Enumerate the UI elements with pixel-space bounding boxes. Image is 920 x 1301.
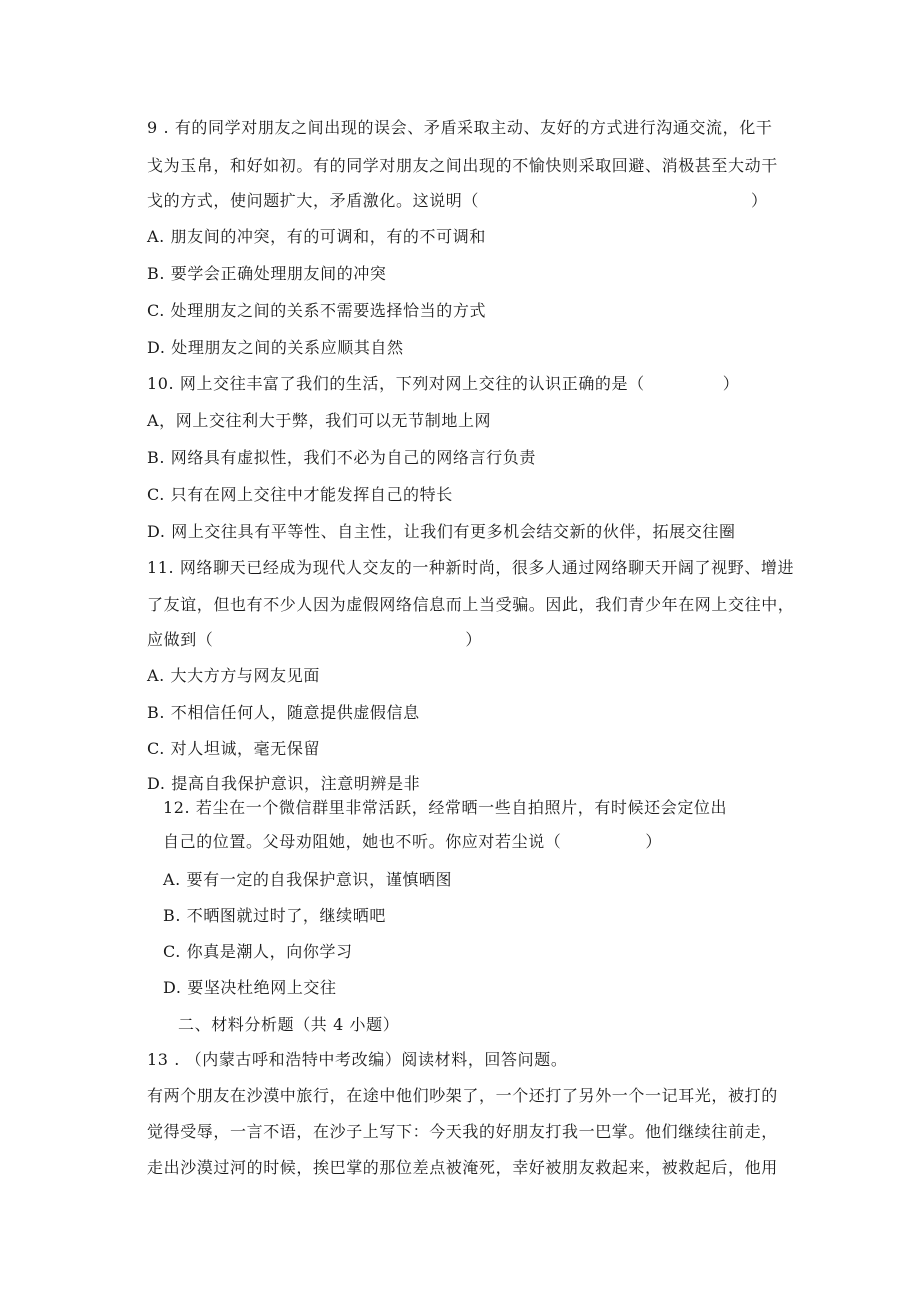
q12-option-d: D. 要坚决杜绝网上交往 bbox=[163, 978, 337, 997]
q9-stem-line-3 bbox=[147, 191, 768, 211]
q12-option-a: A. 要有一定的自我保护意识，谨慎晒图 bbox=[163, 870, 453, 889]
q12-option-b: B. 不晒图就过时了，继续晒吧 bbox=[163, 906, 386, 925]
q9-stem-line-1: 9 . 有的同学对朋友之间出现的误会、矛盾采取主动、友好的方式进行沟通交流，化干 bbox=[147, 118, 773, 137]
q11-stem-line-3 bbox=[147, 630, 482, 650]
q12-stem-line-2 bbox=[163, 832, 662, 852]
q11-option-b: B. 不相信任何人，随意提供虚假信息 bbox=[147, 703, 420, 722]
q13-material-line-1: 有两个朋友在沙漠中旅行，在途中他们吵架了，一个还打了另外一个一记耳光，被打的 bbox=[147, 1086, 778, 1105]
q12-stem-text: 自己的位置。父母劝阻她，她也不听。你应对若尘说（ bbox=[163, 832, 562, 851]
q12-close-paren: ） bbox=[645, 832, 663, 851]
q9-option-d: D. 处理朋友之间的关系应顺其自然 bbox=[147, 338, 404, 357]
q13-material-line-3: 走出沙漠过河的时候，挨巴掌的那位差点被淹死，幸好被朋友救起来，被救起后，他用 bbox=[147, 1158, 778, 1177]
q10-option-d: D. 网上交往具有平等性、自主性，让我们有更多机会结交新的伙伴，拓展交往圈 bbox=[147, 522, 736, 541]
q12-option-c: C. 你真是潮人，向你学习 bbox=[163, 942, 353, 961]
q11-option-c: C. 对人坦诚，毫无保留 bbox=[147, 739, 321, 758]
q13-material-line-2: 觉得受辱，一言不语，在沙子上写下：今天我的好朋友打我一巴掌。他们继续往前走， bbox=[147, 1122, 778, 1141]
q9-option-c: C. 处理朋友之间的关系不需要选择恰当的方式 bbox=[147, 301, 487, 320]
q10-option-b: B. 网络具有虚拟性，我们不必为自己的网络言行负责 bbox=[147, 448, 536, 467]
q9-stem-text: 戈的方式，使问题扩大，矛盾激化。这说明（ bbox=[147, 191, 480, 210]
q10-stem-text: 10. 网上交往丰富了我们的生活，下列对网上交往的认识正确的是（ bbox=[147, 374, 645, 393]
q11-option-a: A. 大大方方与网友见面 bbox=[147, 666, 320, 685]
q9-close-paren: ） bbox=[751, 191, 768, 210]
q11-close-paren: ） bbox=[465, 630, 483, 649]
q10-option-c: C. 只有在网上交往中才能发挥自己的特长 bbox=[147, 485, 453, 504]
section-heading: 二、材料分析题（共 4 小题） bbox=[178, 1015, 400, 1034]
q10-close-paren: ） bbox=[722, 374, 740, 393]
q12-stem-line-1: 12. 若尘在一个微信群里非常活跃，经常晒一些自拍照片，有时候还会定位出 bbox=[163, 798, 728, 817]
q9-option-a: A. 朋友间的冲突，有的可调和，有的不可调和 bbox=[147, 227, 486, 246]
q9-stem-line-2: 戈为玉帛，和好如初。有的同学对朋友之间出现的不愉快则采取回避、消极甚至大动干 bbox=[147, 156, 778, 175]
q11-stem-line-2: 了友谊，但也有不少人因为虚假网络信息而上当受骗。因此，我们青少年在网上交往中， bbox=[147, 595, 795, 614]
q9-option-b: B. 要学会正确处理朋友间的冲突 bbox=[147, 264, 387, 283]
q10-option-a: A，网上交往利大于弊，我们可以无节制地上网 bbox=[147, 411, 492, 430]
q11-stem-line-1: 11. 网络聊天已经成为现代人交友的一种新时尚，很多人通过网络聊天开阔了视野、增进 bbox=[147, 558, 795, 577]
q11-option-d: D. 提高自我保护意识，注意明辨是非 bbox=[147, 774, 421, 793]
q10-stem bbox=[147, 374, 739, 394]
q11-stem-text: 应做到（ bbox=[147, 630, 214, 649]
q13-stem: 13 . （内蒙古呼和浩特中考改编）阅读材料，回答问题。 bbox=[147, 1050, 568, 1069]
